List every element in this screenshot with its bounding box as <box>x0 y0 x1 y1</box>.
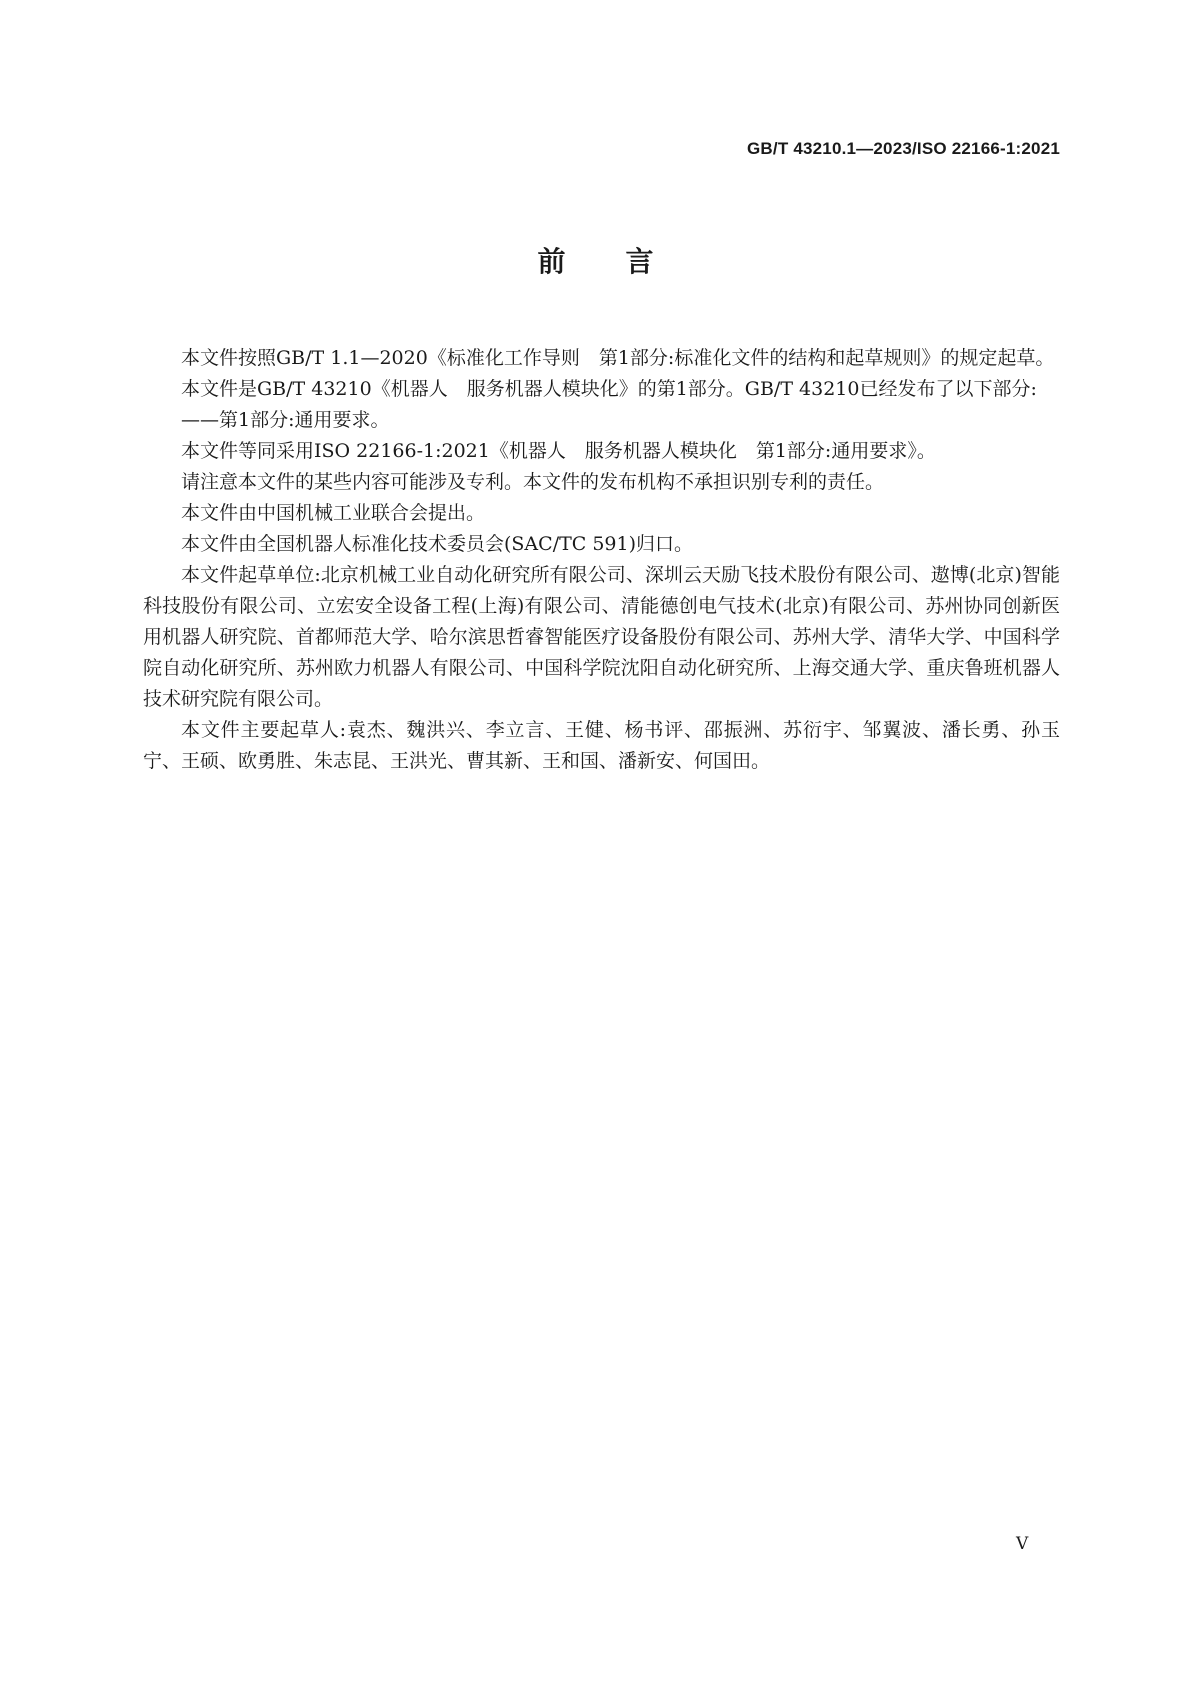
foreword-body <box>143 343 1060 777</box>
paragraph-drafting-rules: 本文件按照GB/T 1.1—2020《标准化工作导则 第1部分:标准化文件的结构和起草规则》的规定起草。 <box>181 347 1055 369</box>
paragraph-part-info: 本文件是GB/T 43210《机器人 服务机器人模块化》的第1部分。GB/T 43210已经发布了以下部分: <box>181 378 1037 400</box>
paragraph-iso-adoption: 本文件等同采用ISO 22166-1:2021《机器人 服务机器人模块化 第1部分:通用要求》。 <box>181 440 936 462</box>
paragraph-drafting-units: 本文件起草单位:北京机械工业自动化研究所有限公司、深圳云天励飞技术股份有限公司、遨博(北京)智能科技股份有限公司、立宏安全设备工程(上海)有限公司、清能德创电气技术(北京)有限公司、苏州协同创新医用机器人研究院、首都师范大学、哈尔滨思哲睿智能医疗设备股份有限公司、苏州大学、清华大学、中国科学院自动化研究所、苏州欧力机器人有限公司、中国科学院沈阳自动化研究所、上海交通大学、重庆鲁班机器人技术研究院有限公司。 <box>143 564 1060 710</box>
page-number: V <box>1016 1534 1029 1554</box>
paragraph-patent-notice: 请注意本文件的某些内容可能涉及专利。本文件的发布机构不承担识别专利的责任。 <box>181 471 885 493</box>
paragraph-proposer: 本文件由中国机械工业联合会提出。 <box>181 502 486 524</box>
paragraph-committee: 本文件由全国机器人标准化技术委员会(SAC/TC 591)归口。 <box>181 533 694 555</box>
paragraph-drafters: 本文件主要起草人:袁杰、魏洪兴、李立言、王健、杨书评、邵振洲、苏衍宇、邹翼波、潘长勇、孙玉宁、王硕、欧勇胜、朱志昆、王洪光、曹其新、王和国、潘新安、何国田。 <box>143 719 1060 772</box>
standard-code: GB/T 43210.1—2023/ISO 22166-1:2021 <box>747 139 1060 158</box>
paragraph-part-list: ——第1部分:通用要求。 <box>181 409 390 431</box>
page-title: 前言 <box>537 245 714 278</box>
